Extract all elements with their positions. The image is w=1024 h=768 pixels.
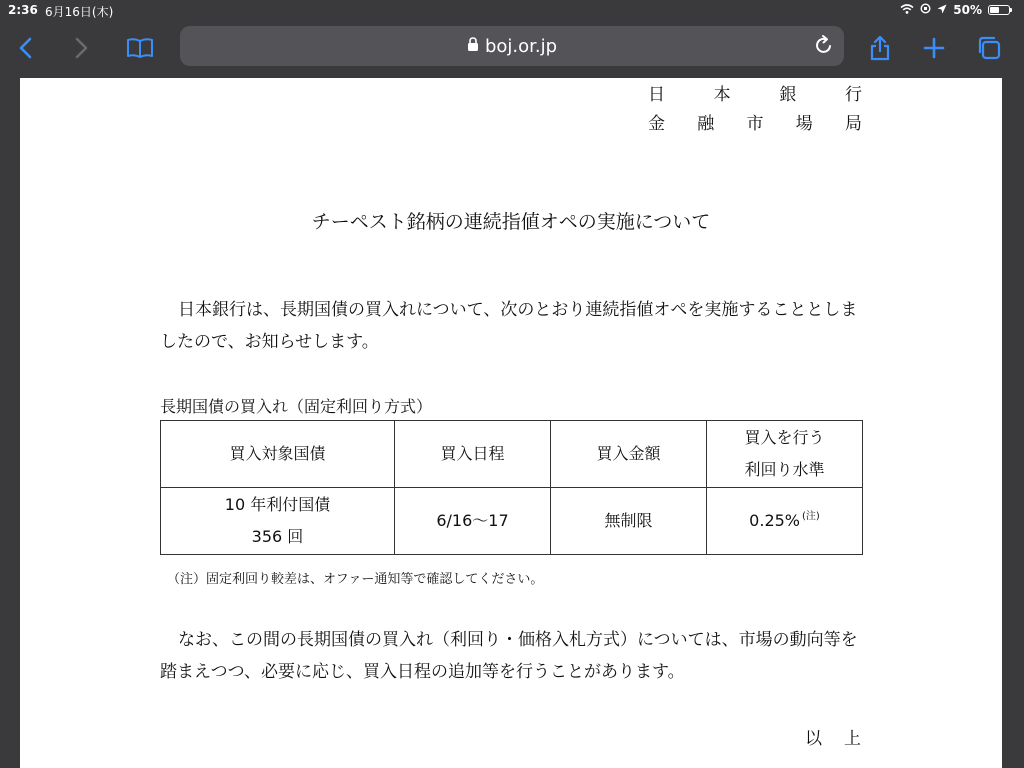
bond-issue: 356 回 <box>251 527 304 546</box>
url-text: boj.or.jp <box>484 35 558 57</box>
back-icon <box>16 37 36 59</box>
status-right <box>900 3 1010 17</box>
closing-mark: 以上 <box>805 729 883 749</box>
forward-icon <box>71 37 91 59</box>
forward-button[interactable] <box>65 32 97 64</box>
org-char: 市 <box>746 114 764 134</box>
yield-value: 0.25% <box>749 511 800 530</box>
bookmarks-icon <box>126 37 154 59</box>
cell-yield <box>707 488 863 555</box>
intro-paragraph: 日本銀行は、長期国債の買入れについて、次のとおり連続指値オペを実施することとしましたので、お知らせします。 <box>160 300 858 352</box>
org-char: 場 <box>795 114 813 134</box>
battery-icon <box>988 5 1010 15</box>
header-yield-level <box>707 421 863 488</box>
status-date: 6月16日(木) <box>45 5 114 19</box>
bond-name: 10 年利付国債 <box>224 495 331 514</box>
table-caption: 長期国債の買入れ（固定利回り方式） <box>160 397 433 416</box>
org-name-bureau <box>648 109 862 134</box>
org-char: 金 <box>648 114 665 134</box>
org-char: 銀 <box>779 85 797 105</box>
back-button[interactable] <box>10 32 42 64</box>
operations-table <box>160 420 863 555</box>
table-note: （注）固定利回り較差は、オファー通知等で確認してください。 <box>167 572 544 587</box>
org-char: 行 <box>844 85 862 105</box>
cell-amount: 無制限 <box>551 488 707 555</box>
table-row <box>161 488 863 555</box>
browser-toolbar <box>0 20 1024 78</box>
lock-icon <box>467 36 479 57</box>
tabs-button[interactable] <box>973 32 1005 64</box>
wifi-icon <box>900 3 914 17</box>
status-time: 2:36 <box>8 3 38 17</box>
header-yield-line1: 買入を行う <box>744 428 825 447</box>
status-bar <box>0 0 1024 20</box>
org-name-bank <box>648 80 862 105</box>
reload-button[interactable] <box>814 34 834 61</box>
org-char: 融 <box>697 114 715 134</box>
document-page <box>20 78 1002 768</box>
battery-percent: 50% <box>953 3 982 17</box>
reload-icon <box>814 34 834 56</box>
org-char: 局 <box>845 114 862 134</box>
org-char: 本 <box>713 85 731 105</box>
header-amount: 買入金額 <box>551 421 707 488</box>
bookmarks-button[interactable] <box>124 32 156 64</box>
org-char: 日 <box>648 85 665 105</box>
header-yield-line2: 利回り水準 <box>744 460 825 479</box>
new-tab-icon <box>923 37 945 59</box>
yield-note-mark: (注) <box>802 511 820 522</box>
orientation-lock-icon <box>920 3 931 17</box>
address-bar[interactable] <box>180 26 844 66</box>
location-icon <box>937 3 947 17</box>
share-icon <box>869 35 891 61</box>
cell-schedule: 6/16〜17 <box>395 488 551 555</box>
cell-target-bond <box>161 488 395 555</box>
table-header-row <box>161 421 863 488</box>
share-button[interactable] <box>864 32 896 64</box>
document-title: チーペスト銘柄の連続指値オペの実施について <box>311 211 711 233</box>
new-tab-button[interactable] <box>918 32 950 64</box>
header-target-bond: 買入対象国債 <box>161 421 395 488</box>
followup-paragraph: なお、この間の長期国債の買入れ（利回り・価格入札方式）については、市場の動向等を踏まえつつ、必要に応じ、買入日程の追加等を行うことがあります。 <box>160 630 858 682</box>
header-schedule: 買入日程 <box>395 421 551 488</box>
tabs-icon <box>976 35 1002 61</box>
